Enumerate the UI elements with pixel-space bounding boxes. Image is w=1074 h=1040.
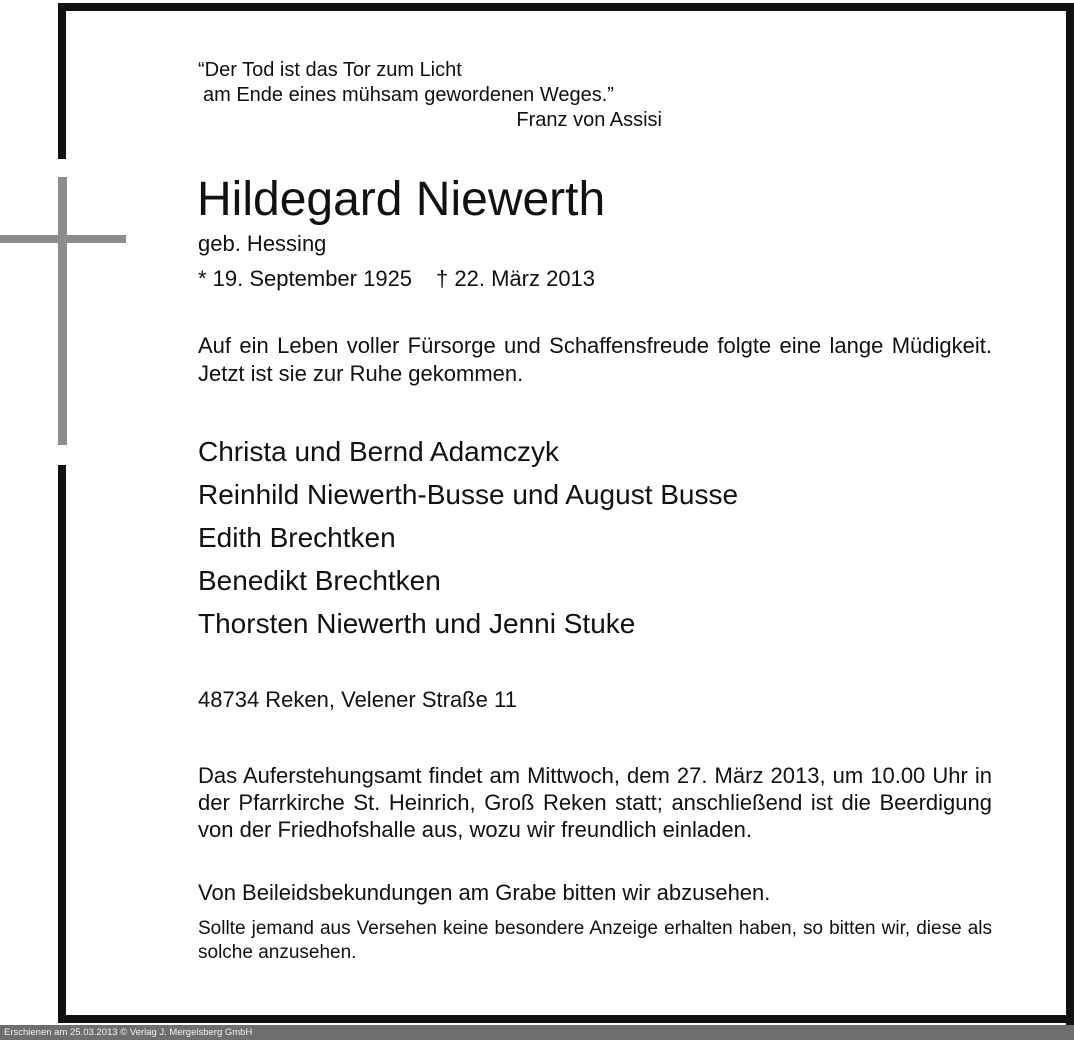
- life-dates: [198, 265, 595, 293]
- mourner-item: Christa und Bernd Adamczyk: [198, 436, 560, 467]
- deceased-name: Hildegard Niewerth: [197, 173, 606, 226]
- mourner-item: Reinhild Niewerth-Busse und August Busse: [198, 479, 739, 510]
- address: 48734 Reken, Velener Straße 11: [198, 687, 517, 712]
- frame-top-border: [58, 3, 1074, 11]
- quote-line-2: am Ende eines mühsam gewordenen Weges.”: [203, 84, 614, 106]
- death-date: † 22. März 2013: [436, 266, 596, 291]
- mourner-item: Thorsten Niewerth und Jenni Stuke: [198, 608, 636, 639]
- frame-right-border: [1066, 3, 1074, 1025]
- footer-text: Erschienen am 25.03.2013 © Verlag J. Mergelsberg GmbH: [4, 1027, 253, 1038]
- service-text: Das Auferstehungsamt findet am Mittwoch, dem 27. März 2013, um 10.00 Uhr in der Pfarrkirche St. Heinrich, Groß Reken statt; anschließend ist die Beerdigung von der Friedhofshalle aus, wozu wir freundlich einladen.: [198, 763, 992, 842]
- footer-bar: [0, 1025, 1074, 1040]
- notice-text: Sollte jemand aus Versehen keine besondere Anzeige erhalten haben, so bitten wir, diese als solche anzusehen.: [198, 918, 992, 963]
- quote-line-1: “Der Tod ist das Tor zum Licht: [198, 59, 462, 81]
- mourners-list: [198, 430, 738, 645]
- frame-left-border-lower: [58, 465, 66, 1023]
- frame-left-border-upper: [58, 3, 66, 159]
- condolences-text: Von Beileidsbekundungen am Grabe bitten wir abzusehen.: [198, 880, 771, 905]
- intro-text: Auf ein Leben voller Fürsorge und Schaffensfreude folgte eine lange Müdigkeit. Jetzt ist sie zur Ruhe gekommen.: [198, 333, 992, 386]
- cross-icon-horizontal: [0, 235, 126, 243]
- quote-block: [198, 58, 668, 133]
- frame-bottom-border: [58, 1015, 1074, 1023]
- mourner-item: Benedikt Brechtken: [198, 565, 441, 596]
- quote-author: Franz von Assisi: [516, 109, 662, 131]
- birth-date: * 19. September 1925: [198, 266, 413, 291]
- cross-icon-vertical: [58, 177, 67, 445]
- mourner-item: Edith Brechtken: [198, 522, 396, 553]
- birth-name: geb. Hessing: [198, 231, 327, 256]
